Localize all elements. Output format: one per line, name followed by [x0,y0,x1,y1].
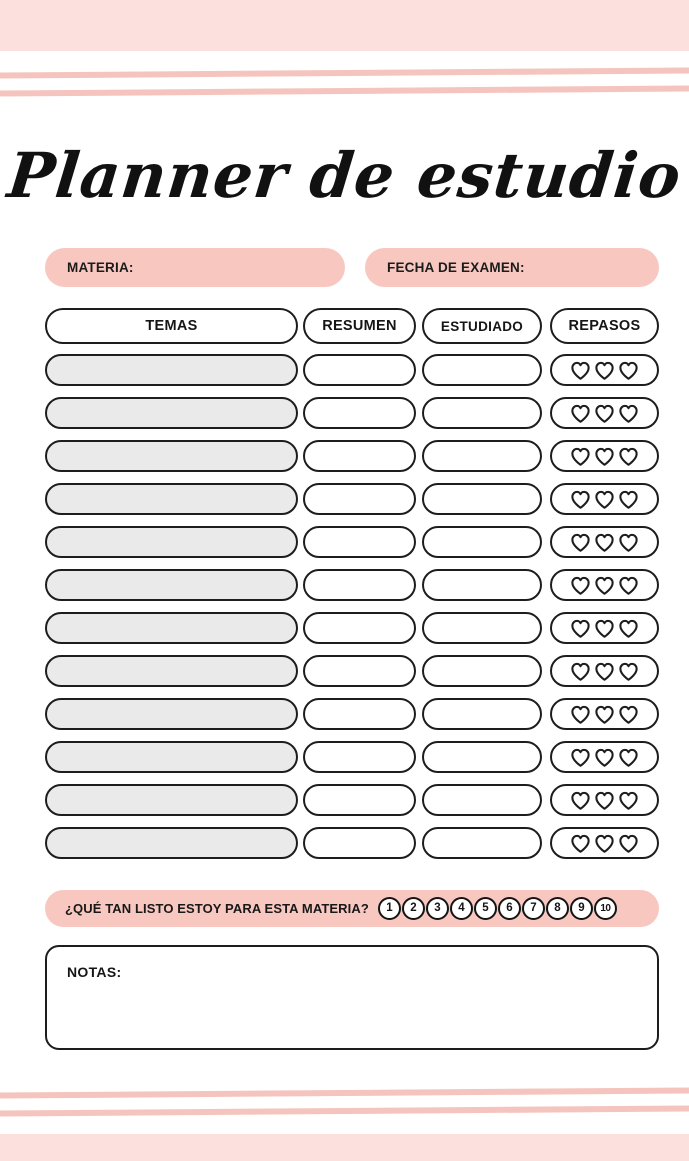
cell-estudiado[interactable] [422,569,542,601]
cell-resumen[interactable] [303,526,416,558]
materia-field[interactable] [45,248,345,287]
heart-outline-icon[interactable] [570,791,591,810]
repasos-hearts [570,791,639,810]
heart-outline-icon[interactable] [618,404,639,423]
rating-option-7[interactable]: 7 [522,897,545,920]
heart-outline-icon[interactable] [570,748,591,767]
heart-outline-icon[interactable] [594,576,615,595]
table-row [0,608,689,651]
table-row [0,823,689,866]
header-cell-estudiado [422,308,542,344]
repasos-hearts [570,447,639,466]
repasos-hearts [570,705,639,724]
cell-repasos [550,440,659,472]
repasos-hearts [570,662,639,681]
heart-outline-icon[interactable] [594,533,615,552]
heart-outline-icon[interactable] [618,748,639,767]
fecha-examen-field[interactable] [365,248,659,287]
repasos-hearts [570,533,639,552]
repasos-hearts [570,404,639,423]
heart-outline-icon[interactable] [618,791,639,810]
table-body [0,350,689,866]
heart-outline-icon[interactable] [618,361,639,380]
rating-option-10[interactable]: 10 [594,897,617,920]
cell-resumen[interactable] [303,440,416,472]
top-stripe-1 [0,67,689,78]
cell-temas[interactable] [45,354,298,386]
repasos-hearts [570,490,639,509]
cell-estudiado[interactable] [422,655,542,687]
heart-outline-icon[interactable] [594,705,615,724]
rating-option-6[interactable]: 6 [498,897,521,920]
readiness-scale [378,897,617,920]
cell-repasos [550,827,659,859]
heart-outline-icon[interactable] [618,834,639,853]
table-row [0,393,689,436]
rating-option-9[interactable]: 9 [570,897,593,920]
table-row [0,737,689,780]
repasos-hearts [570,834,639,853]
cell-repasos [550,612,659,644]
heart-outline-icon[interactable] [594,619,615,638]
header-label-temas: TEMAS [145,318,198,334]
notes-label: NOTAS: [67,964,122,980]
bottom-pink-band [0,1134,689,1161]
rating-option-3[interactable]: 3 [426,897,449,920]
fecha-examen-label: FECHA DE EXAMEN: [387,260,525,275]
table-row [0,479,689,522]
table-row [0,651,689,694]
header-cell-temas [45,308,298,344]
top-stripe-2 [0,85,689,96]
heart-outline-icon[interactable] [570,834,591,853]
cell-temas[interactable] [45,698,298,730]
heart-outline-icon[interactable] [570,576,591,595]
table-row [0,780,689,823]
cell-temas[interactable] [45,440,298,472]
table-row [0,522,689,565]
top-pink-band [0,0,689,51]
cell-temas[interactable] [45,741,298,773]
cell-resumen[interactable] [303,827,416,859]
cell-temas[interactable] [45,655,298,687]
cell-resumen[interactable] [303,655,416,687]
heart-outline-icon[interactable] [594,834,615,853]
heart-outline-icon[interactable] [618,619,639,638]
cell-resumen[interactable] [303,569,416,601]
heart-outline-icon[interactable] [618,705,639,724]
heart-outline-icon[interactable] [570,404,591,423]
cell-temas[interactable] [45,483,298,515]
cell-temas[interactable] [45,397,298,429]
cell-estudiado[interactable] [422,741,542,773]
repasos-hearts [570,576,639,595]
heart-outline-icon[interactable] [570,533,591,552]
cell-repasos [550,784,659,816]
header-label-repasos: REPASOS [568,318,641,334]
heart-outline-icon[interactable] [594,662,615,681]
cell-temas[interactable] [45,784,298,816]
heart-outline-icon[interactable] [594,791,615,810]
heart-outline-icon[interactable] [618,533,639,552]
heart-outline-icon[interactable] [570,361,591,380]
cell-resumen[interactable] [303,612,416,644]
heart-outline-icon[interactable] [618,490,639,509]
header-cell-resumen [303,308,416,344]
cell-estudiado[interactable] [422,698,542,730]
cell-repasos [550,397,659,429]
rating-option-8[interactable]: 8 [546,897,569,920]
study-table [0,307,689,866]
cell-repasos [550,569,659,601]
cell-resumen[interactable] [303,397,416,429]
readiness-question: ¿QUÉ TAN LISTO ESTOY PARA ESTA MATERIA? [65,901,369,916]
notes-box[interactable] [45,945,659,1050]
heart-outline-icon[interactable] [618,447,639,466]
cell-estudiado[interactable] [422,612,542,644]
cell-resumen[interactable] [303,741,416,773]
cell-estudiado[interactable] [422,784,542,816]
table-row [0,350,689,393]
table-row [0,694,689,737]
header-cell-repasos [550,308,659,344]
heart-outline-icon[interactable] [570,447,591,466]
rating-option-5[interactable]: 5 [474,897,497,920]
heart-outline-icon[interactable] [594,748,615,767]
cell-temas[interactable] [45,526,298,558]
heart-outline-icon[interactable] [618,662,639,681]
heart-outline-icon[interactable] [570,662,591,681]
heart-outline-icon[interactable] [618,576,639,595]
cell-temas[interactable] [45,827,298,859]
cell-resumen[interactable] [303,483,416,515]
page-title: Planner de estudio [4,139,685,212]
cell-estudiado[interactable] [422,397,542,429]
repasos-hearts [570,619,639,638]
materia-label: MATERIA: [67,260,134,275]
heart-outline-icon[interactable] [570,705,591,724]
cell-repasos [550,655,659,687]
cell-repasos [550,526,659,558]
cell-repasos [550,354,659,386]
cell-resumen[interactable] [303,698,416,730]
heart-outline-icon[interactable] [594,447,615,466]
heart-outline-icon[interactable] [570,490,591,509]
table-row [0,436,689,479]
cell-estudiado[interactable] [422,440,542,472]
repasos-hearts [570,361,639,380]
cell-estudiado[interactable] [422,827,542,859]
heart-outline-icon[interactable] [594,361,615,380]
heart-outline-icon[interactable] [594,404,615,423]
cell-repasos [550,698,659,730]
rating-option-2[interactable]: 2 [402,897,425,920]
header-label-estudiado: ESTUDIADO [440,318,524,334]
cell-temas[interactable] [45,569,298,601]
cell-resumen[interactable] [303,784,416,816]
header-label-resumen: RESUMEN [322,318,397,334]
bottom-stripe-1 [0,1087,689,1098]
cell-resumen[interactable] [303,354,416,386]
table-header-row [0,307,689,350]
cell-repasos [550,483,659,515]
rating-option-1[interactable]: 1 [378,897,401,920]
heart-outline-icon[interactable] [594,490,615,509]
cell-estudiado[interactable] [422,483,542,515]
readiness-rating-bar [45,890,659,927]
table-row [0,565,689,608]
cell-temas[interactable] [45,612,298,644]
heart-outline-icon[interactable] [570,619,591,638]
cell-estudiado[interactable] [422,526,542,558]
rating-option-4[interactable]: 4 [450,897,473,920]
bottom-stripe-2 [0,1105,689,1116]
cell-estudiado[interactable] [422,354,542,386]
repasos-hearts [570,748,639,767]
cell-repasos [550,741,659,773]
